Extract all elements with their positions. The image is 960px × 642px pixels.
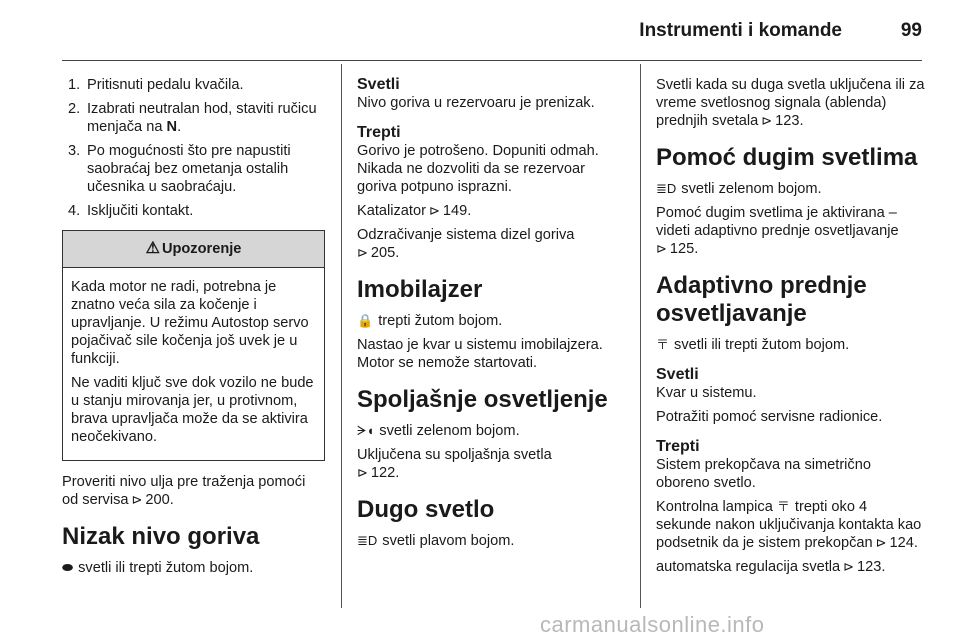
list-item: 1. Pritisnuti pedalu kvačila. xyxy=(68,77,244,93)
column-2: Svetli Nivo goriva u rezervoaru je prenizak. Trepti Gorivo je potrošeno. Dopuniti odmah. Nikada ne dozvoliti da se rezervoar goriva potpuno isprazni. Katalizator ⊳ 149. Odzračivanje sistema dizel goriva ⊳ 205. Imobilajzer 🔒 trepti žutom bojom. Nastao je kvar u sistemu imobilajzera. Motor se nemože startovati. Spoljašnje osvetljenje ᗒ◖ svetli zelenom bojom. Uključena su spoljašnja svetla ⊳ 122. Dugo svetlo ≣D svetli plavom bojom. xyxy=(357,76,625,556)
steps-list xyxy=(62,76,325,220)
list-item: 2. Izabrati neutralan hod, staviti ručicu menjača na N. xyxy=(68,101,317,135)
warning-icon: ⚠ xyxy=(145,240,160,257)
heading-svetli: Svetli xyxy=(656,366,699,383)
heading-high-beam: Dugo svetlo xyxy=(357,496,495,523)
reference-arrow-icon: ⊳ xyxy=(761,113,773,128)
warning-title: Upozorenje xyxy=(161,241,242,257)
list-item: 4. Isključiti kontakt. xyxy=(68,203,194,219)
reference-arrow-icon: ⊳ xyxy=(357,465,368,480)
heading-adaptive-lighting: Adaptivno prednje osvetljavanje xyxy=(656,272,867,327)
heading-exterior-lights: Spoljašnje osvetljenje xyxy=(357,386,608,413)
warning-body: Kada motor ne radi, potrebna je znatno veća sila za kočenje i upravljanje. U režimu Autostop servo pojačivač sile kočenja još uvek je u funkciji. Ne vaditi ključ sve dok vozilo ne bude u stanju mirovanja jer, u protivnom, brava upravljača može da se aktivira neočekivano. xyxy=(71,279,314,445)
heading-trepti: Trepti xyxy=(357,124,401,141)
heading-svetli: Svetli xyxy=(357,76,400,93)
fuel-icon: ⬬ xyxy=(62,560,74,575)
header-rule xyxy=(62,60,922,61)
heading-high-beam-assist: Pomoć dugim svetlima xyxy=(656,144,918,171)
warning-header xyxy=(63,231,324,268)
heading-immobilizer: Imobilajzer xyxy=(357,276,483,303)
warning-box xyxy=(62,230,325,461)
oil-paragraph: Proveriti nivo ulja pre traženja pomoći od servisa ⊳ 200. xyxy=(62,474,306,508)
reference-arrow-icon: ⊳ xyxy=(428,203,440,218)
exterior-light-icon: ᗒ◖ xyxy=(357,423,375,438)
column-3: Svetli kada su duga svetla uključena ili za vreme svetlosnog signala (ablenda) prednjih svetala ⊳ 123. Pomoć dugim svetlima ≣D svetli zelenom bojom. Pomoć dugim svetlima je aktivirana – videti adaptivno prednje osvetljavanje ⊳ 125. Adaptivno prednje osvetljavanje 〒 svetli ili trepti žutom bojom. Svetli Kvar u sistemu. Potražiti pomoć servisne radionice. Trepti Sistem prekopčava na simetrično oboreno svetlo. Kontrolna lampica 〒 trepti oko 4 sekunde nakon uključivanja kontakta kao podsetnik da je sistem prekopčan ⊳ 124. automatska regulacija svetla ⊳ 123. xyxy=(656,77,925,575)
high-beam-assist-icon: ≣D xyxy=(656,181,677,196)
list-item: 3. Po mogućnosti što pre napustiti saobraćaj bez ometanja ostalih učesnika u saobraćaju. xyxy=(68,143,291,195)
column-divider xyxy=(640,64,641,608)
page-title: Instrumenti i komande xyxy=(639,20,842,41)
adaptive-light-icon: 〒 xyxy=(776,499,790,514)
page-header xyxy=(0,0,960,60)
reference-arrow-icon: ⊳ xyxy=(131,492,143,507)
lock-icon: 🔒 xyxy=(357,313,374,328)
adaptive-light-icon: 〒 xyxy=(656,337,670,352)
column-1: 1. Pritisnuti pedalu kvačila. 2. Izabrati neutralan hod, staviti ručicu menjača na N. 3. Po mogućnosti što pre napustiti saobraćaj bez ometanja ostalih učesnika u saobraćaju. 4. Isključiti kontakt. ⚠ Upozorenje Kada motor ne radi, potrebna je znatno veća sila za kočenje i upravljanje. U režimu Autostop servo pojačivač sile kočenja još uvek je u funkciji. Ne vaditi ključ sve dok vozilo ne bude u stanju mirovanja jer, u protivnom, brava upravljača može da se aktivira neočekivano. Proveriti nivo ulja pre traženja pomoći od servisa ⊳ 200. Nizak nivo goriva ⬬ svetli ili trepti žutom bojom. xyxy=(62,76,325,583)
column-divider xyxy=(341,64,342,608)
watermark: carmanualsonline.info xyxy=(540,612,765,637)
heading-low-fuel: Nizak nivo goriva xyxy=(62,523,260,550)
heading-trepti: Trepti xyxy=(656,438,700,455)
reference-arrow-icon: ⊳ xyxy=(843,559,855,574)
page-number: 99 xyxy=(900,20,922,41)
reference-arrow-icon: ⊳ xyxy=(875,535,887,550)
reference-arrow-icon: ⊳ xyxy=(357,245,368,260)
reference-arrow-icon: ⊳ xyxy=(656,241,667,256)
high-beam-icon: ≣D xyxy=(357,533,378,548)
